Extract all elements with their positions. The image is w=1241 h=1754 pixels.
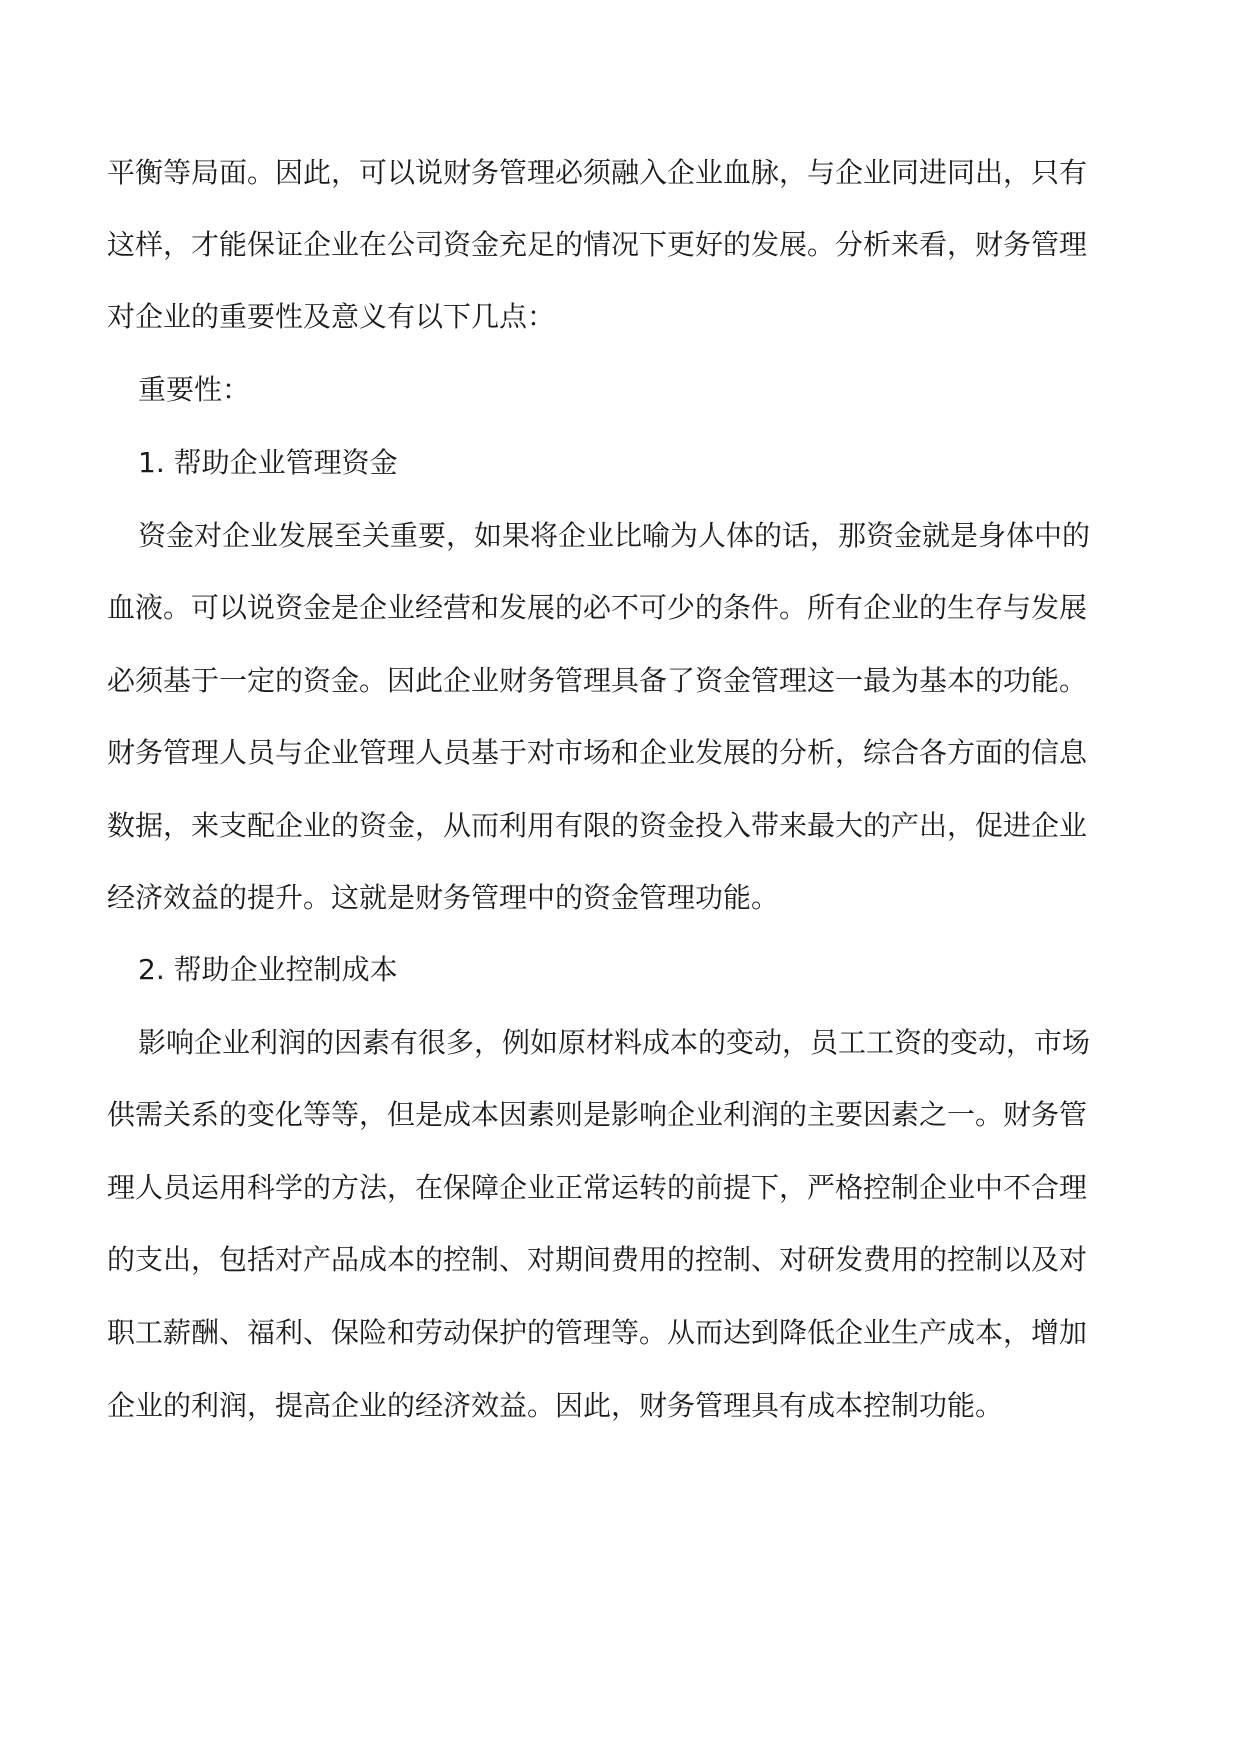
paragraph-line: 供需关系的变化等等，但是成本因素则是影响企业利润的主要因素之一。财务管	[107, 1098, 1088, 1131]
list-item-heading: 2. 帮助企业控制成本	[138, 953, 398, 986]
paragraph-line: 的支出，包括对产品成本的控制、对期间费用的控制、对研发费用的控制以及对	[107, 1243, 1088, 1276]
paragraph-line: 这样，才能保证企业在公司资金充足的情况下更好的发展。分析来看，财务管理	[107, 228, 1088, 261]
paragraph-line: 必须基于一定的资金。因此企业财务管理具备了资金管理这一最为基本的功能。	[107, 664, 1088, 697]
paragraph-line: 理人员运用科学的方法，在保障企业正常运转的前提下，严格控制企业中不合理	[107, 1171, 1088, 1204]
paragraph-line: 职工薪酬、福利、保险和劳动保护的管理等。从而达到降低企业生产成本，增加	[107, 1316, 1088, 1349]
paragraph-line: 平衡等局面。因此，可以说财务管理必须融入企业血脉，与企业同进同出，只有	[107, 156, 1088, 189]
paragraph-line: 血液。可以说资金是企业经营和发展的必不可少的条件。所有企业的生存与发展	[107, 591, 1088, 624]
paragraph-line: 经济效益的提升。这就是财务管理中的资金管理功能。	[107, 881, 780, 914]
paragraph-line: 对企业的重要性及意义有以下几点：	[107, 300, 556, 333]
paragraph-line: 企业的利润，提高企业的经济效益。因此，财务管理具有成本控制功能。	[107, 1389, 1004, 1422]
paragraph-line: 数据，来支配企业的资金，从而利用有限的资金投入带来最大的产出，促进企业	[107, 809, 1088, 842]
section-heading: 重要性：	[138, 373, 251, 406]
paragraph-line: 影响企业利润的因素有很多，例如原材料成本的变动，员工工资的变动，市场	[138, 1026, 1091, 1059]
paragraph-line: 资金对企业发展至关重要，如果将企业比喻为人体的话，那资金就是身体中的	[138, 519, 1091, 552]
list-item-heading: 1. 帮助企业管理资金	[138, 446, 398, 479]
paragraph-line: 财务管理人员与企业管理人员基于对市场和企业发展的分析，综合各方面的信息	[107, 736, 1088, 769]
